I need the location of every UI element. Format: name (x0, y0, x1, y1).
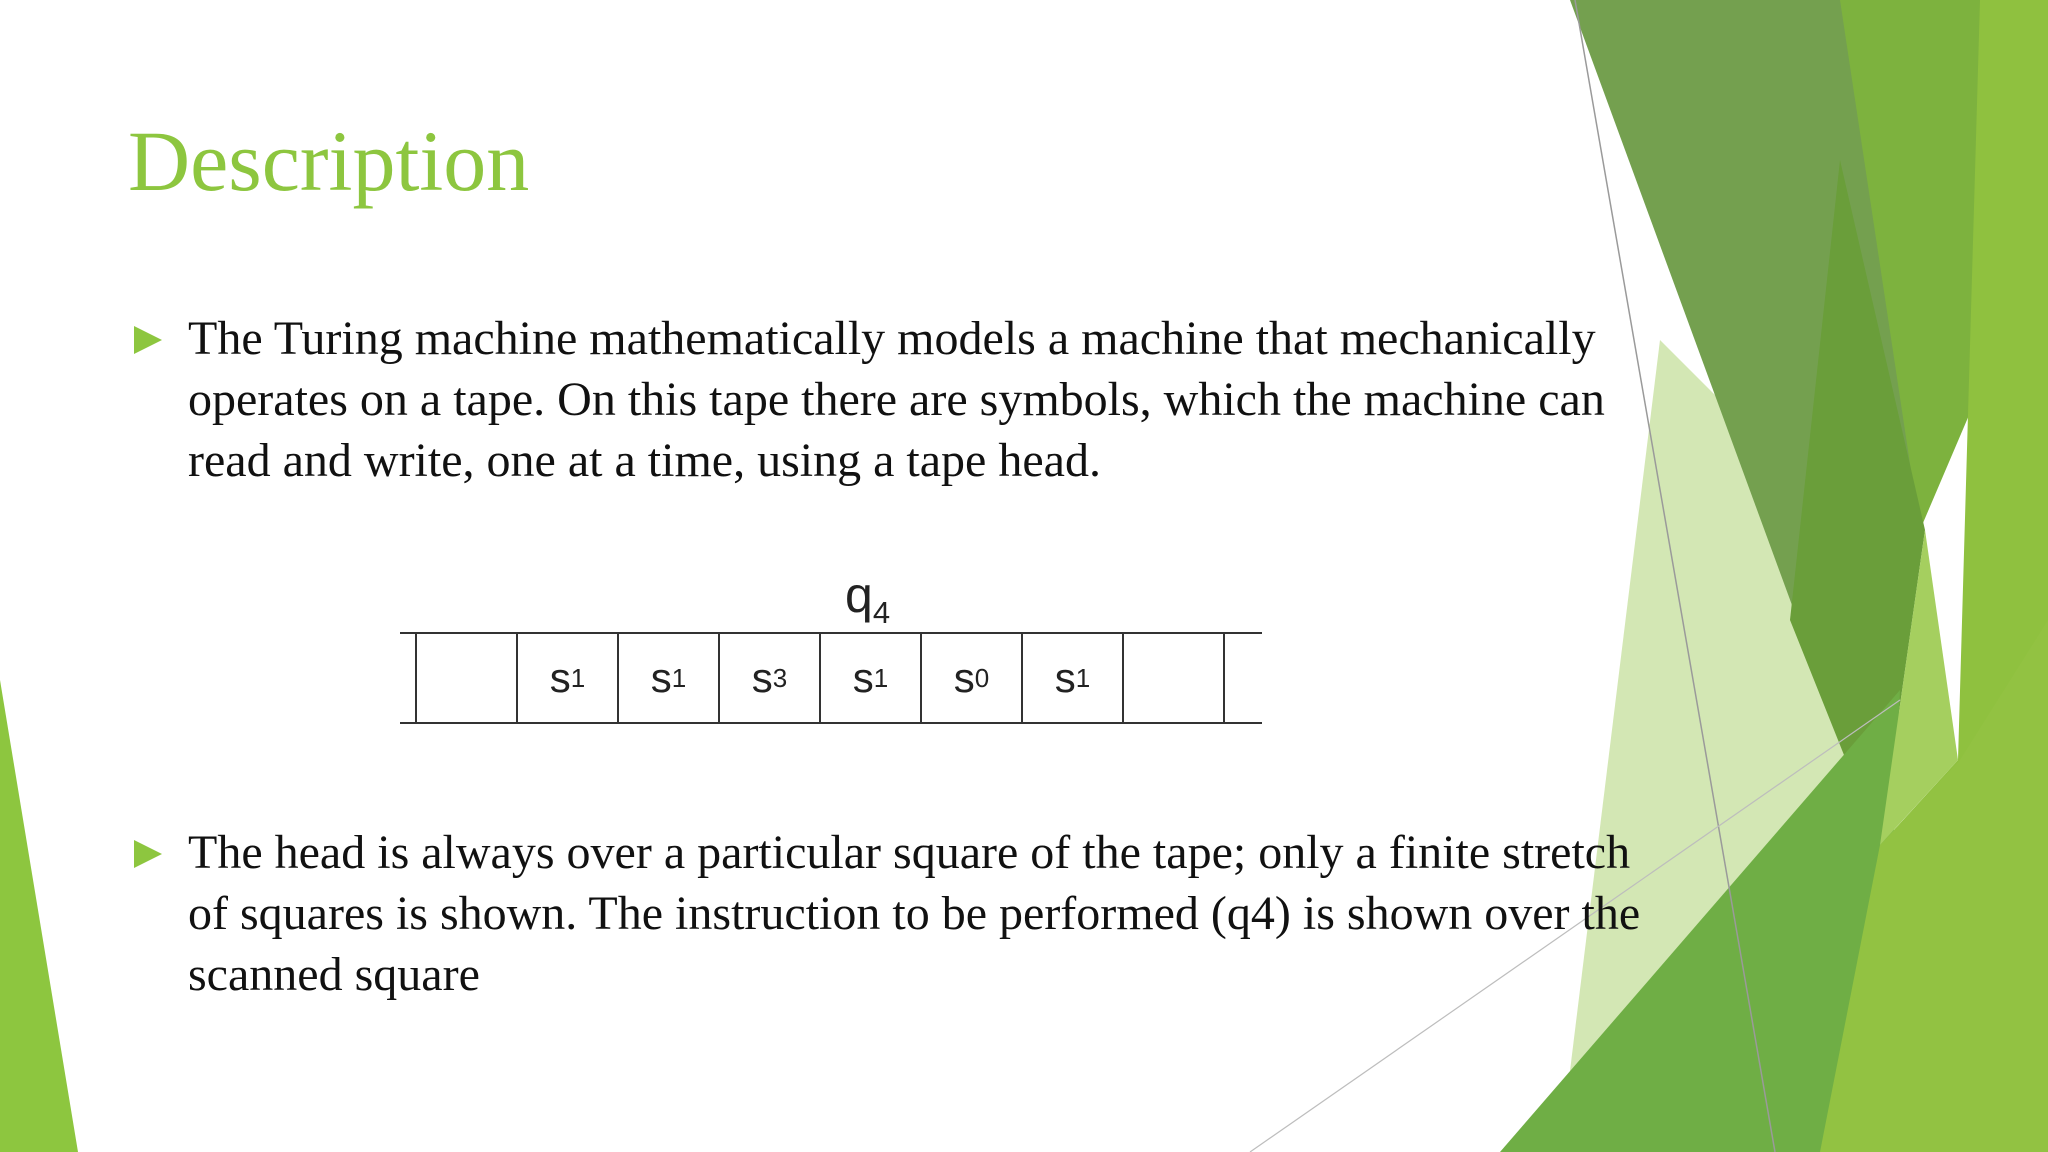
triangle-bullet-icon (134, 840, 162, 868)
cell-symbol: s (1054, 654, 1076, 701)
cell-subscript: 1 (671, 662, 687, 693)
state-subscript: 4 (872, 594, 891, 630)
tape-cell (922, 634, 1023, 722)
turing-tape-diagram (400, 560, 1264, 730)
cell-symbol: s (751, 654, 773, 701)
tape-cell (720, 634, 821, 722)
tape-cell-scanned (821, 634, 922, 722)
cell-symbol: s (953, 654, 975, 701)
cell-subscript: 0 (974, 662, 990, 693)
tape-cell (1124, 634, 1225, 722)
cell-subscript: 1 (873, 662, 889, 693)
tape-cell (1023, 634, 1124, 722)
tape-bottom-border (400, 722, 1262, 724)
bullet-text: The Turing machine mathematically models a machine that mechanically operates on a tape. On this tape there are symbols, which the machine can read and write, one at a time, using a tape head. (188, 312, 1605, 487)
bullet-text: The head is always over a particular square of the tape; only a finite stretch of squares is shown. The instruction to be performed (q4) is shown over the scanned square (188, 826, 1641, 1001)
cell-symbol: s (852, 654, 874, 701)
tape-cell (417, 634, 518, 722)
cell-subscript: 3 (772, 662, 788, 693)
cell-symbol: s (549, 654, 571, 701)
slide-title: Description (128, 113, 530, 209)
tape-cell (619, 634, 720, 722)
cell-subscript: 1 (570, 662, 586, 693)
cell-symbol: s (650, 654, 672, 701)
cell-subscript: 1 (1075, 662, 1091, 693)
state-base: q (845, 567, 873, 623)
triangle-bullet-icon (134, 326, 162, 354)
tape-cell (518, 634, 619, 722)
decor-left-sliver (0, 680, 78, 1152)
state-label (845, 566, 890, 631)
